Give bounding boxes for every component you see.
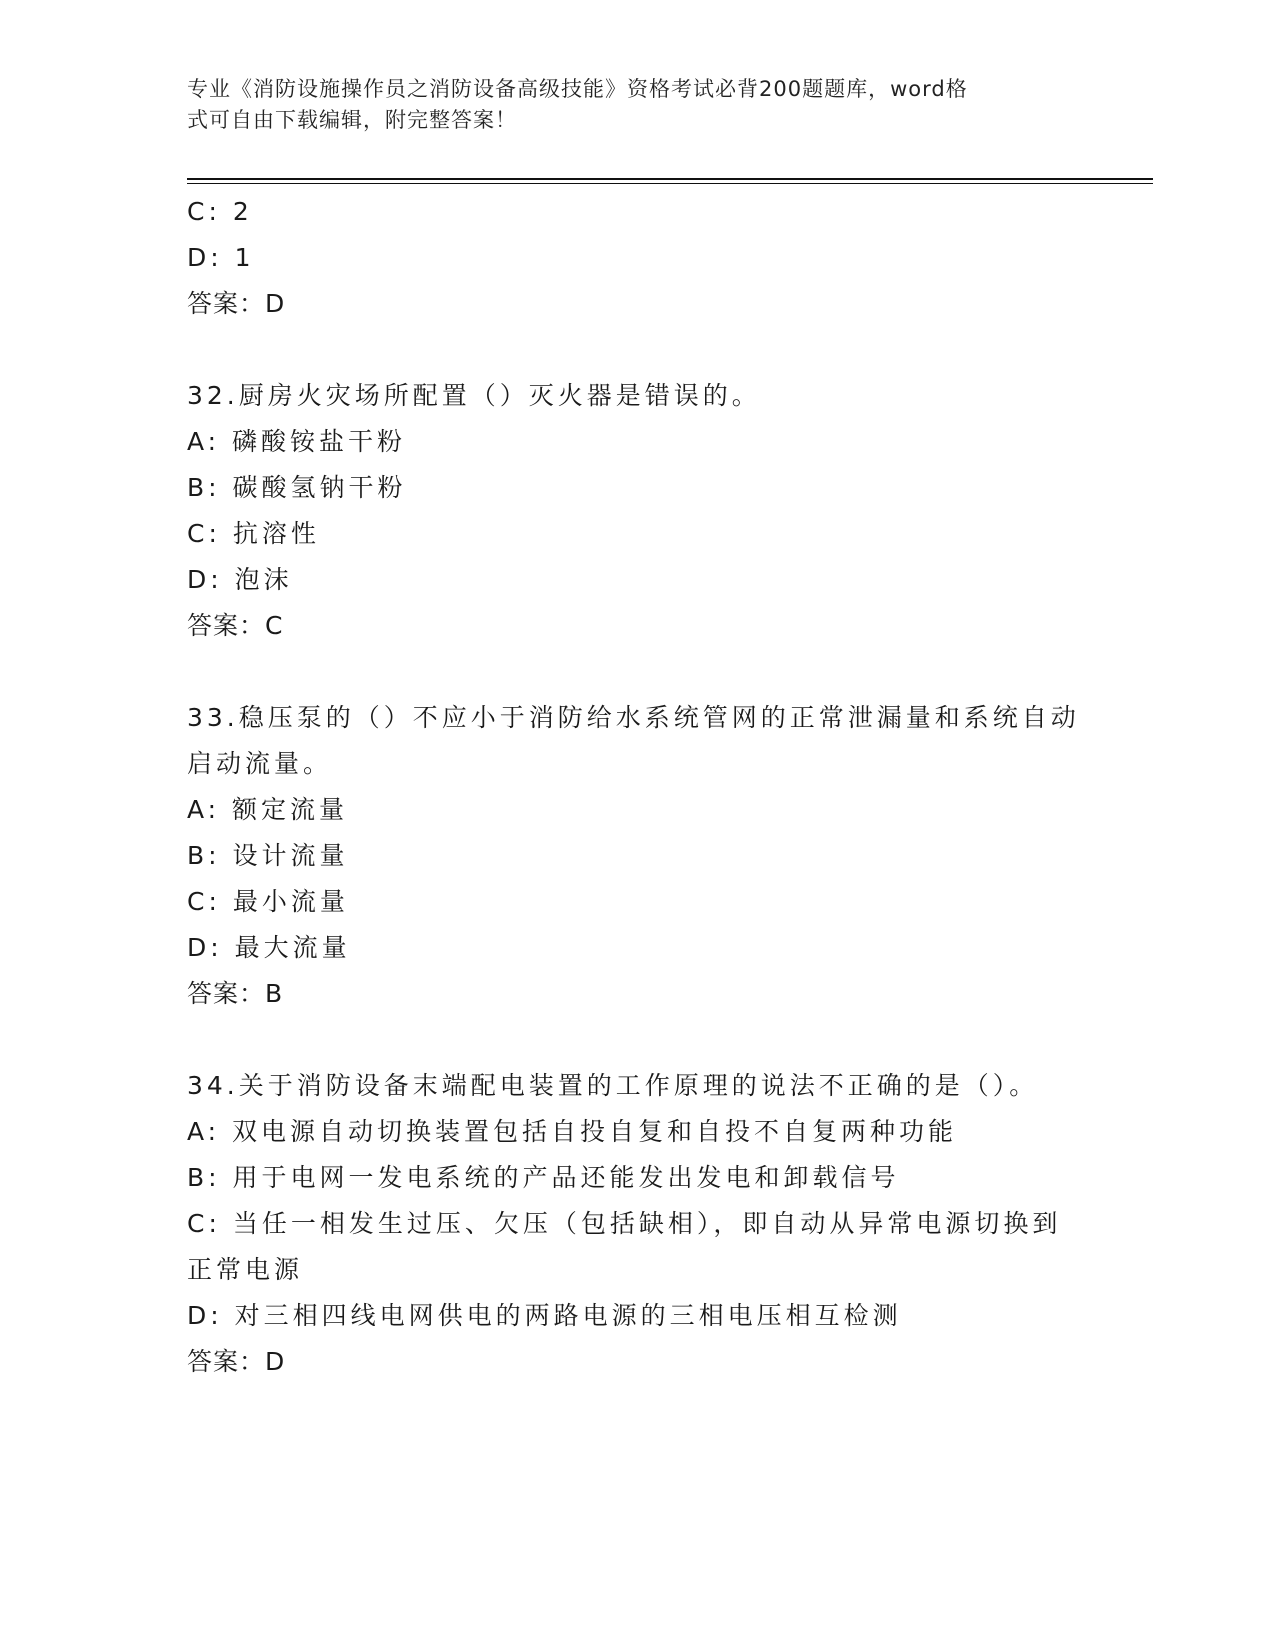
option-b: B: 设计流量 bbox=[187, 841, 349, 870]
spacer bbox=[187, 327, 1087, 373]
header-line-2: 式可自由下载编辑，附完整答案！ bbox=[187, 108, 517, 132]
option-a: A: 磷酸铵盐干粉 bbox=[187, 427, 407, 456]
question-stem-line-2: 启动流量。 bbox=[187, 749, 333, 778]
option-b: B: 用于电网一发电系统的产品还能发出发电和卸载信号 bbox=[187, 1163, 900, 1192]
option-b: B: 碳酸氢钠干粉 bbox=[187, 473, 407, 502]
option-d: D: 最大流量 bbox=[187, 933, 351, 962]
question-stem: 32.厨房火灾场所配置（）灭火器是错误的。 bbox=[187, 381, 761, 410]
option-c-line-1: C: 当任一相发生过压、欠压（包括缺相），即自动从异常电源切换到 bbox=[187, 1209, 1062, 1238]
question-stem: 34.关于消防设备末端配电装置的工作原理的说法不正确的是（）。 bbox=[187, 1071, 1039, 1100]
option-c: C: 2 bbox=[187, 197, 253, 226]
question-31-tail bbox=[187, 189, 1087, 327]
option-a: A: 额定流量 bbox=[187, 795, 349, 824]
question-34 bbox=[187, 1063, 1087, 1385]
spacer bbox=[187, 1017, 1087, 1063]
header-divider-thin bbox=[187, 183, 1153, 184]
option-d: D: 泡沫 bbox=[187, 565, 293, 594]
option-d: D: 对三相四线电网供电的两路电源的三相电压相互检测 bbox=[187, 1301, 902, 1330]
option-a: A: 双电源自动切换装置包括自投自复和自投不自复两种功能 bbox=[187, 1117, 958, 1146]
answer: 答案：D bbox=[187, 289, 286, 318]
spacer bbox=[187, 649, 1087, 695]
option-c-line-2: 正常电源 bbox=[187, 1255, 304, 1284]
header-line-1: 专业《消防设施操作员之消防设备高级技能》资格考试必背200题题库，word格 bbox=[187, 77, 968, 101]
answer: 答案：D bbox=[187, 1347, 286, 1376]
option-d: D: 1 bbox=[187, 243, 255, 272]
question-stem-line-1: 33.稳压泵的（）不应小于消防给水系统管网的正常泄漏量和系统自动 bbox=[187, 703, 1080, 732]
question-33 bbox=[187, 695, 1087, 1017]
option-c: C: 抗溶性 bbox=[187, 519, 320, 548]
answer: 答案：C bbox=[187, 611, 284, 640]
answer: 答案：B bbox=[187, 979, 284, 1008]
question-32 bbox=[187, 373, 1087, 649]
question-list bbox=[187, 189, 1087, 1385]
document-header bbox=[187, 74, 1067, 136]
header-divider-thick bbox=[187, 178, 1153, 180]
option-c: C: 最小流量 bbox=[187, 887, 349, 916]
